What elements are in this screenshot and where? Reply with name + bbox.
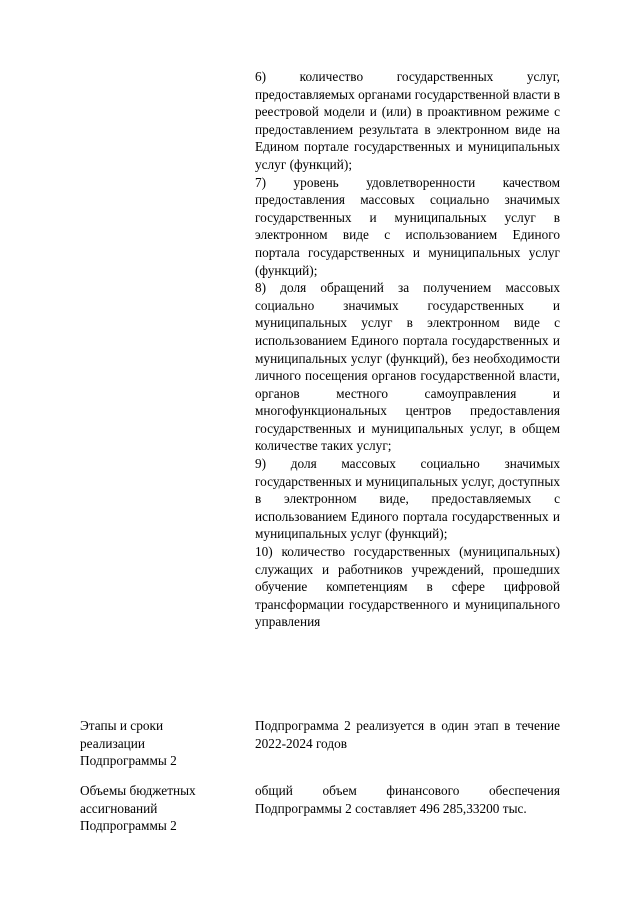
budget-value-cell xyxy=(255,782,560,817)
budget-label-cell xyxy=(80,782,230,835)
indicator-item-10: 10) количество государственных (муниципальных) служащих и работников учреждений, прошедших обучение компетенциям в сфере цифровой трансформации государственного и муниципального управления xyxy=(255,544,560,630)
indicator-item-8: 8) доля обращений за получением массовых социально значимых государственных и муниципальных услуг в электронном виде с использованием Единого портала государственных и муниципальных услуг (функций), без необходимости личного посещения органов государственной власти, органов местного самоуправления и многофункциональных центров предоставления государственных и муниципальных услуг, в общем количестве таких услуг; xyxy=(255,280,560,454)
budget-value: общий объем финансового обеспечения Подпрограммы 2 составляет 496 285,33200 тыс. xyxy=(255,783,560,816)
indicator-item-7: 7) уровень удовлетворенности качеством предоставления массовых социально значимых государственных и муниципальных услуг в электронном виде с использованием Единого портала государственных и муниципальных услуг (функций); xyxy=(255,174,560,278)
stages-label-cell xyxy=(80,717,230,770)
indicators-list xyxy=(255,68,560,631)
budget-label: Объемы бюджетных ассигнований Подпрограммы 2 xyxy=(80,783,196,834)
indicator-item-6: 6) количество государственных услуг, предоставляемых органами государственной власти в реестровой модели и (или) в проактивном режиме с предоставлением результата в электронном виде на Едином портале государственных и муниципальных услуг (функций); xyxy=(255,69,560,172)
stages-value-cell xyxy=(255,717,560,752)
indicator-item-9: 9) доля массовых социально значимых государственных и муниципальных услуг, доступных в электронном виде, предоставляемых с использованием Единого портала государственных и муниципальных услуг (функций); xyxy=(255,456,560,542)
stages-label: Этапы и сроки реализации Подпрограммы 2 xyxy=(80,718,177,769)
stages-value: Подпрограмма 2 реализуется в один этап в течение 2022-2024 годов xyxy=(255,718,560,751)
